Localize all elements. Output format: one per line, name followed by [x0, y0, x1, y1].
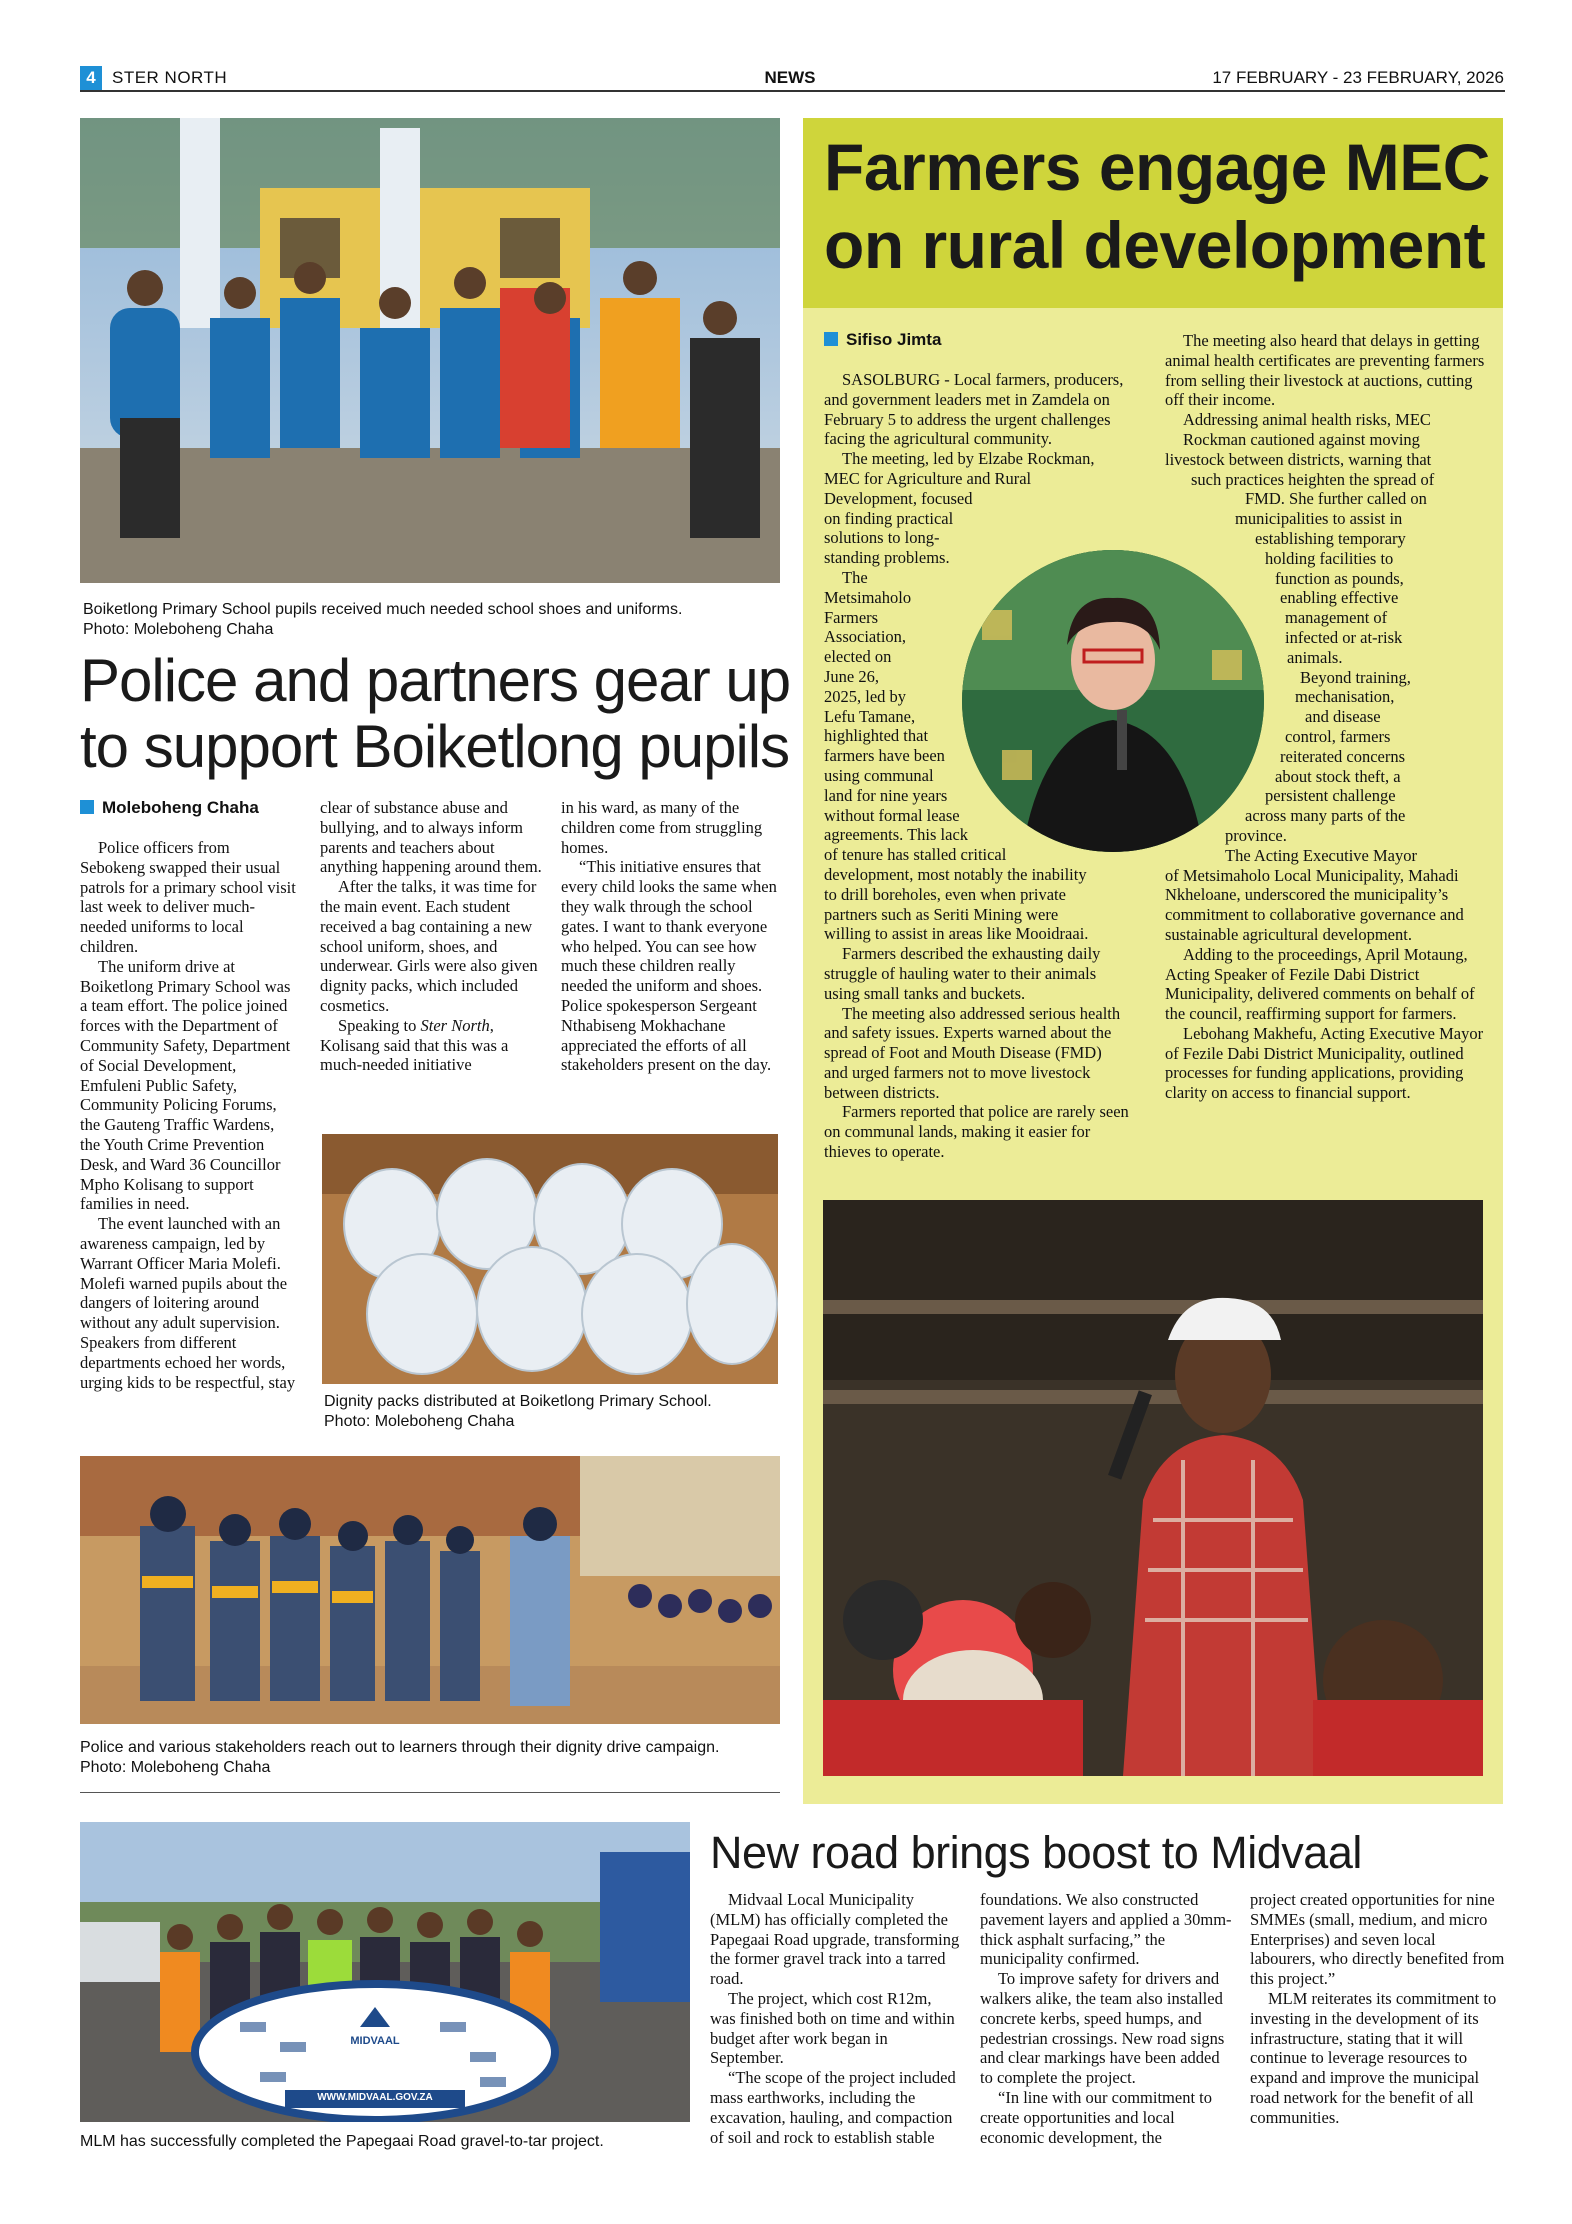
wrap-line: standing problems. — [824, 548, 950, 568]
wrap-line: Metsimaholo — [824, 587, 912, 607]
wrap-line: enabling effective — [1280, 588, 1399, 608]
wrap-line: mechanisation, — [1295, 687, 1395, 707]
farmers-column-1-wrap-text — [824, 449, 1129, 944]
wrap-line: holding facilities to — [1265, 548, 1394, 568]
police-column-1: Police officers from Sebokeng swapped their usual patrols for a primary school visit last week to deliver much-needed uniforms to local children. The uniform drive at Boiketlong Primary School was a team effort. The police joined forces with the Department of Community Safety, Department of Social Development, Emfuleni Public Safety, Community Policing Forums, the Gauteng Traffic Wardens, the Youth Crime Prevention Desk, and Ward 36 Councillor Mpho Kolisang to support families in need. The event launched with an awareness campaign, led by Warrant Officer Maria Molefi. Molefi warned pupils about the dangers of loitering around without any adult supervision. Speakers from different departments echoed her words, urging kids to be respectful, stay — [80, 838, 296, 1392]
wrap-line: highlighted that — [824, 726, 929, 746]
wrap-line: willing to assist in areas like Mooidraai. — [824, 924, 1089, 944]
farmers-column-2-wrap-text — [1165, 410, 1487, 865]
police-column-3: in his ward, as many of the children come from struggling homes. “This initiative ensures that every child looks the same when they walk through the school gates. I want to thank everyone who helped. You can see how much these children really needed the uniform and shoes. Police spokesperson Sergeant Nthabiseng Mokhachane appreciated the efforts of all stakeholders present on the day. — [561, 798, 777, 1075]
wrap-line: 2025, led by — [824, 686, 907, 706]
wrap-line: The Acting Executive Mayor — [1225, 845, 1417, 865]
caption-police-lineup: Police and various stakeholders reach out to learners through their dignity drive campaign. Photo: Moleboheng Chaha — [80, 1739, 720, 1776]
wrap-line: using communal — [824, 765, 934, 785]
police-story-headline: Police and partners gear up to support Boiketlong pupils — [80, 647, 791, 780]
wrap-line: The meeting, led by Elzabe Rockman, — [842, 449, 1095, 469]
wrap-line: to drill boreholes, even when private — [824, 884, 1066, 904]
caption-road-photo: MLM has successfully completed the Papegaai Road gravel-to-tar project. — [80, 2133, 604, 2150]
wrap-line: Association, — [824, 627, 907, 647]
wrap-line: function as pounds, — [1275, 568, 1404, 588]
wrap-line: without formal lease — [824, 805, 960, 825]
wrap-line: June 26, — [824, 666, 879, 686]
wrap-line: MEC for Agriculture and Rural — [824, 468, 1032, 488]
wrap-line: and disease — [1305, 707, 1381, 727]
wrap-line: on finding practical — [824, 508, 954, 528]
farmers-story-byline: Sifiso Jimta — [824, 330, 941, 350]
wrap-line: development, most notably the inability — [824, 864, 1087, 884]
wrap-line: farmers have been — [824, 746, 945, 766]
wrap-line: The — [842, 567, 868, 587]
wrap-line: establishing temporary — [1255, 528, 1406, 548]
story-divider — [80, 1792, 780, 1793]
photo-man-with-microphone — [823, 1200, 1483, 1776]
police-story-byline: Moleboheng Chaha — [80, 798, 259, 818]
police-column-2: clear of substance abuse and bullying, and to always inform parents and teachers about anything happening around them. After the talks, it was time for the main event. Each student received a bag containing a new school uniform, shoes, and underwear. Girls were also given dignity packs, which included cosmetics. Speaking to Ster North, Kolisang said that this was a much-needed initiative — [320, 798, 542, 1075]
photo-midvaal-road-team — [80, 1822, 690, 2122]
wrap-line: of tenure has stalled critical — [824, 845, 1007, 865]
wrap-line: Development, focused — [824, 488, 973, 508]
wrap-line: across many parts of the — [1245, 806, 1406, 826]
wrap-line: municipalities to assist in — [1235, 509, 1403, 529]
issue-date: 17 FEBRUARY - 23 FEBRUARY, 2026 — [1212, 68, 1504, 87]
caption-dignity-packs: Dignity packs distributed at Boiketlong Primary School. Photo: Moleboheng Chaha — [324, 1393, 712, 1430]
wrap-line: elected on — [824, 647, 892, 667]
road-column-1: Midvaal Local Municipality (MLM) has officially completed the Papegaai Road upgrade, transforming the former gravel track into a tarred road. The project, which cost R12m, was finished both on time and within budget after work began in September. “The scope of the project included mass earthworks, including the excavation, hauling, and compaction of soil and rock to establish stable — [710, 1890, 960, 2147]
publication-name: STER NORTH — [112, 68, 228, 87]
wrap-line: control, farmers — [1285, 726, 1391, 746]
banner-midvaal-url: WWW.MIDVAAL.GOV.ZA — [317, 2092, 433, 2103]
photo-pupils-uniforms — [80, 118, 780, 583]
wrap-line: land for nine years — [824, 785, 948, 805]
photo-dignity-packs — [322, 1134, 778, 1384]
wrap-line: Farmers — [824, 607, 879, 627]
wrap-line: persistent challenge — [1265, 786, 1396, 806]
wrap-line: such practices heighten the spread of — [1191, 469, 1435, 489]
section-label: NEWS — [764, 68, 816, 87]
photo-police-lineup — [80, 1456, 780, 1724]
wrap-line: animals. — [1287, 647, 1343, 667]
wrap-line: agreements. This lack — [824, 825, 969, 845]
wrap-line: livestock between districts, warning that — [1165, 449, 1432, 469]
caption-pupils-photo: Boiketlong Primary School pupils received much needed school shoes and uniforms. Photo: Moleboheng Chaha — [83, 601, 683, 638]
wrap-line: reiterated concerns — [1280, 746, 1406, 766]
farmers-story-headline: Farmers engage MEC on rural development — [824, 130, 1490, 282]
wrap-line: about stock theft, a — [1275, 766, 1401, 786]
farmers-column-2: The meeting also heard that delays in getting animal health certificates are preventing farmers from selling their livestock at auctions, cutting off their income. Addressing animal health risks, MEC Rockman cautioned against moving livestock between districts, warning that such practices heighten the spread of FMD. She further called on municipalities to assist in establishing temporary holding facilities to function as pounds, enabling effective management of infected or at-risk animals. Beyond training, mechanisation, and disease control, farmers reiterated concerns about stock theft, a persistent challenge across many parts of the province. The Acting Executive Mayor of Metsimaholo Local Municipality, Mahadi Nkheloane, underscored the municipality’s commitment to collaborative governance and sustainable agricultural development. Adding to the proceedings, April Motaung, Acting Speaker of Fezile Dabi District Municipality, delivered comments on behalf of the council, reaffirming support for farmers. Lebohang Makhefu, Acting Executive Mayor of Fezile Dabi District Municipality, outlined processes for funding applications, providing clarity on access to financial support. — [1165, 331, 1487, 1103]
wrap-line: management of — [1285, 608, 1388, 628]
wrap-line: Lefu Tamane, — [824, 706, 916, 726]
wrap-line: province. — [1225, 825, 1287, 845]
farmers-column-1: SASOLBURG - Local farmers, producers, and government leaders met in Zamdela on February 5 to address the urgent challenges facing the agricultural community. The meeting, led by Elzabe Rockman, MEC for Agriculture and Rural Development, focused on finding practical solutions to long- standing problems. The Metsimaholo Farmers Association, elected on June 26, 2025, led by Lefu Tamane, highlighted that farmers have been using communal land for nine years without formal lease agreements. This lack of tenure has stalled critical development, most notably the inability to drill boreholes, even when private partners such as Seriti Mining were willing to assist in areas like Mooidraai. Farmers described the exhausting daily struggle of hauling water to their animals using small tanks and buckets. The meeting also addressed serious health and safety issues. Experts warned about the spread of Foot and Mouth Disease (FMD) and urged farmers not to move livestock between districts. Farmers reported that police are rarely seen on communal lands, making it easier for thieves to operate. — [824, 370, 1129, 1162]
wrap-line: partners such as Seriti Mining were — [824, 904, 1059, 924]
byline-marker-icon — [824, 332, 838, 346]
banner-midvaal-logo: MIDVAAL — [350, 2035, 400, 2047]
wrap-line: Addressing animal health risks, MEC — [1183, 410, 1431, 430]
road-column-2: foundations. We also constructed pavement layers and applied a 30mm-thick asphalt surfacing,” the municipality confirmed. To improve safety for drivers and walkers alike, the team also installed concrete kerbs, speed humps, and pedestrian crossings. New road signs and clear markings have been added to complete the project. “In line with our commitment to create opportunities and local economic development, the — [980, 1890, 1232, 2147]
byline-marker-icon — [80, 800, 94, 814]
road-story-headline: New road brings boost to Midvaal — [710, 1827, 1362, 1878]
wrap-line: solutions to long- — [824, 528, 940, 548]
road-column-3: project created opportunities for nine SMMEs (small, medium, and micro Enterprises) and seven local labourers, who directly benefited from this project.” MLM reiterates its commitment to investing in the development of its infrastructure, stating that it will continue to leverage resources to expand and improve the municipal road network for the benefit of all communities. — [1250, 1890, 1505, 2127]
header-rule — [80, 90, 1505, 92]
page-number: 4 — [80, 66, 102, 90]
wrap-line: Beyond training, — [1300, 667, 1411, 687]
wrap-line: FMD. She further called on — [1245, 489, 1427, 509]
wrap-line: infected or at-risk — [1285, 627, 1403, 647]
wrap-line: Rockman cautioned against moving — [1183, 429, 1420, 449]
